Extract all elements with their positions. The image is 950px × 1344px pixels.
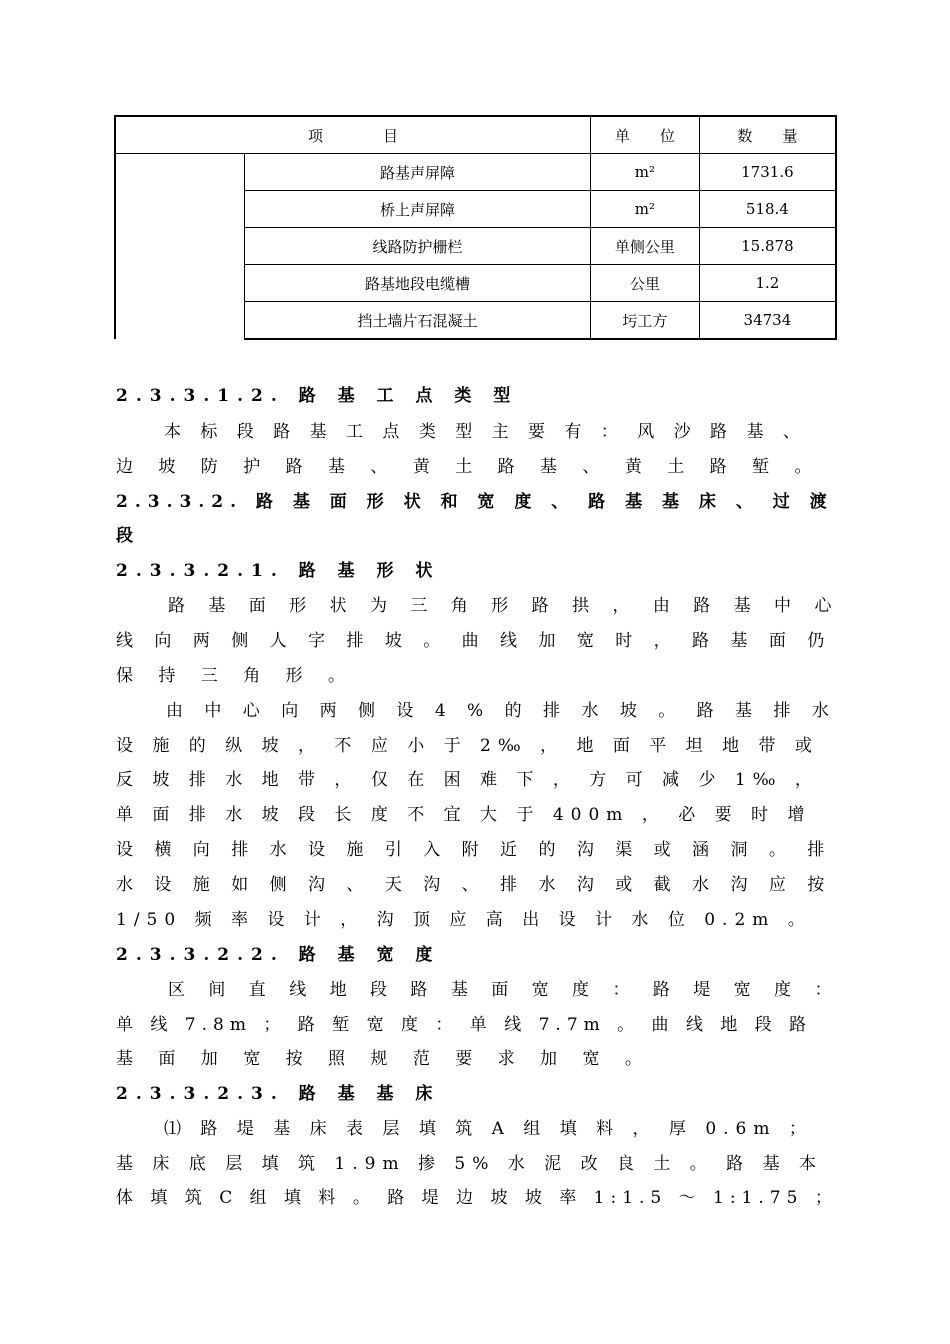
section-heading: 段 bbox=[116, 526, 141, 546]
paragraph-line: 设 施 的 纵 坡 ， 不 应 小 于 2‰ ， 地 面 平 坦 地 带 或 bbox=[116, 736, 819, 756]
row-unit: m² bbox=[591, 154, 700, 191]
row-unit: 圬工方 bbox=[591, 302, 700, 340]
paragraph-line: 线 向 两 侧 人 字 排 坡 。 曲 线 加 宽 时 ， 路 基 面 仍 bbox=[116, 631, 833, 651]
paragraph-line: 1/50 频 率 设 计 ， 沟 顶 应 高 出 设 计 水 位 0.2m 。 bbox=[116, 910, 812, 930]
paragraph-line: 保 持 三 角 形 。 bbox=[116, 666, 356, 686]
row-item: 挡土墙片石混凝土 bbox=[245, 302, 591, 340]
row-item: 桥上声屏障 bbox=[245, 191, 591, 228]
paragraph-line: 单 面 排 水 坡 段 长 度 不 宜 大 于 400m ， 必 要 时 增 bbox=[116, 805, 812, 825]
section-heading: 2.3.3.1.2. 路 基 工 点 类 型 bbox=[116, 386, 519, 406]
row-item: 线路防护栅栏 bbox=[245, 228, 591, 265]
paragraph-line: 体 填 筑 C 组 填 料 。 路 堤 边 坡 坡 率 1:1.5 ～ 1:1.75 ； bbox=[116, 1188, 838, 1208]
row-unit: m² bbox=[591, 191, 700, 228]
row-quantity: 15.878 bbox=[699, 228, 836, 265]
header-quantity: 数 量 bbox=[699, 116, 836, 154]
paragraph-line: 设 横 向 排 水 设 施 引 入 附 近 的 沟 渠 或 涵 洞 。 排 bbox=[116, 840, 833, 860]
header-unit: 单 位 bbox=[591, 116, 700, 154]
row-quantity: 1.2 bbox=[699, 265, 836, 302]
row-quantity: 518.4 bbox=[699, 191, 836, 228]
paragraph-line: 基 面 加 宽 按 照 规 范 要 求 加 宽 。 bbox=[116, 1049, 652, 1069]
paragraph-line: ⑴ 路 堤 基 床 表 层 填 筑 A 组 填 料 ， 厚 0.6m ； bbox=[116, 1119, 813, 1139]
section-heading: 2.3.3.2.3. 路 基 基 床 bbox=[116, 1084, 441, 1104]
section-heading: 2.3.3.2. 路 基 面 形 状 和 宽 度 、 路 基 基 床 、 过 渡 bbox=[116, 492, 834, 512]
row-quantity: 1731.6 bbox=[699, 154, 836, 191]
quantity-table bbox=[114, 115, 837, 340]
paragraph-line: 基 床 底 层 填 筑 1.9m 掺 5% 水 泥 改 良 土 。 路 基 本 bbox=[116, 1154, 823, 1174]
paragraph-line: 本 标 段 路 基 工 点 类 型 主 要 有 ： 风 沙 路 基 、 bbox=[116, 422, 807, 442]
row-quantity: 34734 bbox=[699, 302, 836, 340]
header-item: 项 目 bbox=[115, 116, 591, 154]
table-row bbox=[115, 154, 836, 191]
table-header-row bbox=[115, 116, 836, 154]
paragraph-line: 路 基 面 形 状 为 三 角 形 路 拱 ， 由 路 基 中 心 bbox=[116, 596, 841, 616]
paragraph-line: 由 中 心 向 两 侧 设 4 % 的 排 水 坡 。 路 基 排 水 bbox=[116, 701, 837, 721]
row-unit: 单侧公里 bbox=[591, 228, 700, 265]
paragraph-line: 边 坡 防 护 路 基 、 黄 土 路 基 、 黄 土 路 堑 。 bbox=[116, 457, 822, 477]
row-item: 路基地段电缆槽 bbox=[245, 265, 591, 302]
paragraph-line: 水 设 施 如 侧 沟 、 天 沟 、 排 水 沟 或 截 水 沟 应 按 bbox=[116, 875, 833, 895]
paragraph-line: 单 线 7.8m ； 路 堑 宽 度 ： 单 线 7.7m 。 曲 线 地 段 路 bbox=[116, 1015, 813, 1035]
section-heading: 2.3.3.2.2. 路 基 宽 度 bbox=[116, 945, 441, 965]
paragraph-line: 反 坡 排 水 地 带 ， 仅 在 困 难 下 ， 方 可 减 少 1‰ ， bbox=[116, 770, 819, 790]
row-unit: 公里 bbox=[591, 265, 700, 302]
section-heading: 2.3.3.2.1. 路 基 形 状 bbox=[116, 561, 441, 581]
row-item: 路基声屏障 bbox=[245, 154, 591, 191]
category-cell bbox=[115, 154, 245, 340]
paragraph-line: 区 间 直 线 地 段 路 基 面 宽 度 ： 路 堤 宽 度 ： bbox=[116, 980, 841, 1000]
